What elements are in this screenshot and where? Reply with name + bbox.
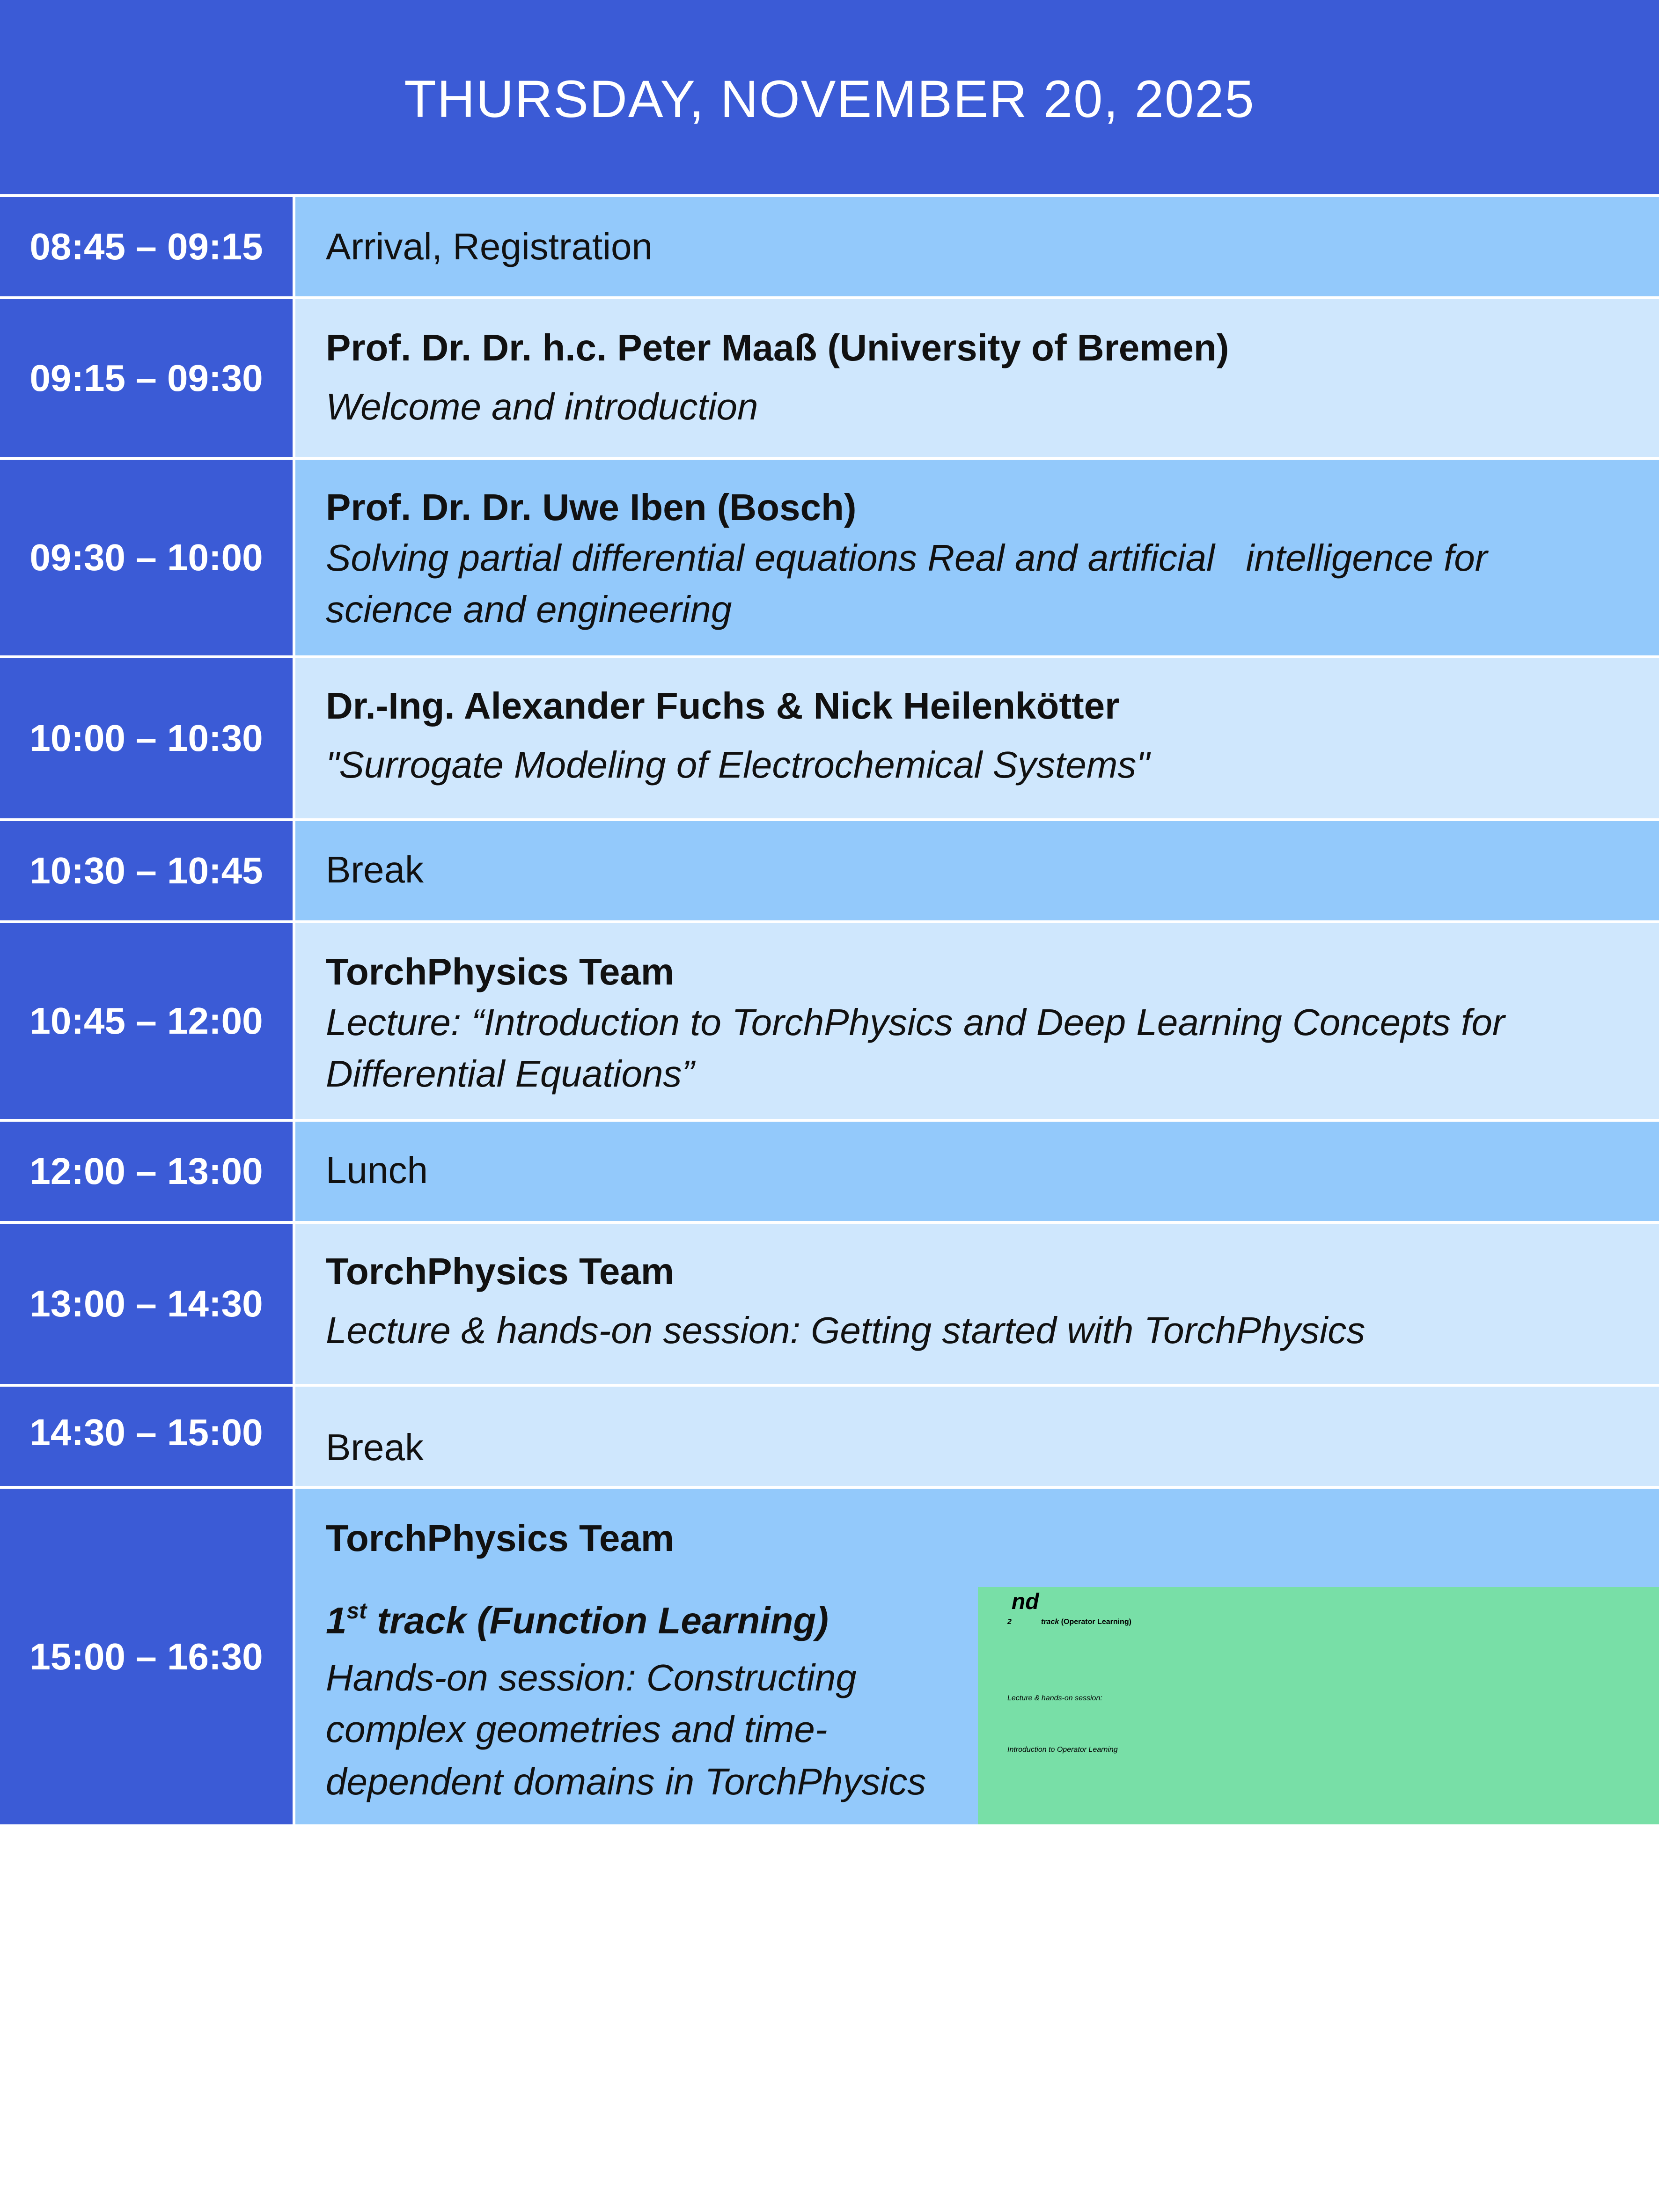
time-slot: 09:15 – 09:30 [0,299,293,457]
schedule-row [0,1387,1659,1486]
speaker-name: Dr.-Ing. Alexander Fuchs & Nick Heilenkötter [326,685,1120,727]
schedule-row [0,1224,1659,1384]
speaker-name: TorchPhysics Team [326,1250,674,1292]
track1-line: Hands-on session: Constructing [326,1657,857,1698]
schedule-row [0,1489,1659,1824]
session-title-line: Differential Equations” [326,1053,695,1095]
track1-heading-text: track (Function Learning) [367,1600,829,1641]
schedule-row [0,923,1659,1119]
time-slot: 10:30 – 10:45 [0,821,293,920]
session-title: Lecture & hands-on session: Getting started with TorchPhysics [326,1309,1365,1351]
time-slot: 10:45 – 12:00 [0,923,293,1119]
session-text: Break [326,1426,424,1468]
time-slot: 10:00 – 10:30 [0,658,293,818]
page-title: THURSDAY, NOVEMBER 20, 2025 [404,70,1255,128]
session-cell [295,460,1659,655]
track2-heading [1007,1589,1131,1626]
track2-ordinal: nd [1011,1589,1039,1614]
session-cell [295,1122,1659,1221]
session-cell [295,923,1659,1119]
time-slot: 13:00 – 14:30 [0,1224,293,1384]
schedule-row [0,197,1659,296]
track2-line: Introduction to Operator Learning [1007,1746,1118,1754]
track1-number: 1 [326,1600,347,1641]
session-title-line: science and engineering [326,588,732,630]
session-cell [295,197,1659,296]
track1-line: dependent domains in TorchPhysics [326,1761,926,1802]
track1-ordinal: st [346,1599,367,1624]
track2-line: Lecture & hands-on session: [1007,1694,1102,1702]
session-cell [295,299,1659,457]
time-slot: 08:45 – 09:15 [0,197,293,296]
time-slot: 14:30 – 15:00 [0,1387,293,1486]
schedule-row [0,1122,1659,1221]
speaker-name: Prof. Dr. Dr. Uwe Iben (Bosch) [326,486,857,528]
speaker-name: TorchPhysics Team [326,1517,674,1559]
schedule-row [0,460,1659,655]
time-slot: 15:00 – 16:30 [0,1489,293,1824]
schedule-row [0,658,1659,818]
session-title-line: Solving partial differential equations Real and artificial intelligence for [326,537,1488,579]
session-cell [295,1387,1659,1486]
session-cell [295,658,1659,818]
track2-heading-italic: track [1039,1618,1059,1626]
track2-number: 2 [1007,1618,1012,1626]
track1-heading [326,1599,829,1641]
speaker-name: Prof. Dr. Dr. h.c. Peter Maaß (University of Bremen) [326,327,1229,368]
track2-heading-text: (Operator Learning) [1059,1618,1131,1626]
session-title-line: Lecture: “Introduction to TorchPhysics and Deep Learning Concepts for [326,1001,1505,1043]
session-cell [295,1224,1659,1384]
session-text: Break [326,849,424,890]
time-slot: 12:00 – 13:00 [0,1122,293,1221]
session-title: "Surrogate Modeling of Electrochemical Systems" [326,744,1150,786]
schedule-header [0,0,1659,194]
track1-line: complex geometries and time- [326,1708,828,1750]
session-text: Arrival, Registration [326,226,653,267]
schedule-row [0,821,1659,920]
track2-panel [978,1587,1659,1824]
speaker-name: TorchPhysics Team [326,951,674,992]
schedule-row [0,299,1659,457]
session-text: Lunch [326,1149,428,1191]
session-title: Welcome and introduction [326,386,758,427]
session-cell [295,821,1659,920]
time-slot: 09:30 – 10:00 [0,460,293,655]
